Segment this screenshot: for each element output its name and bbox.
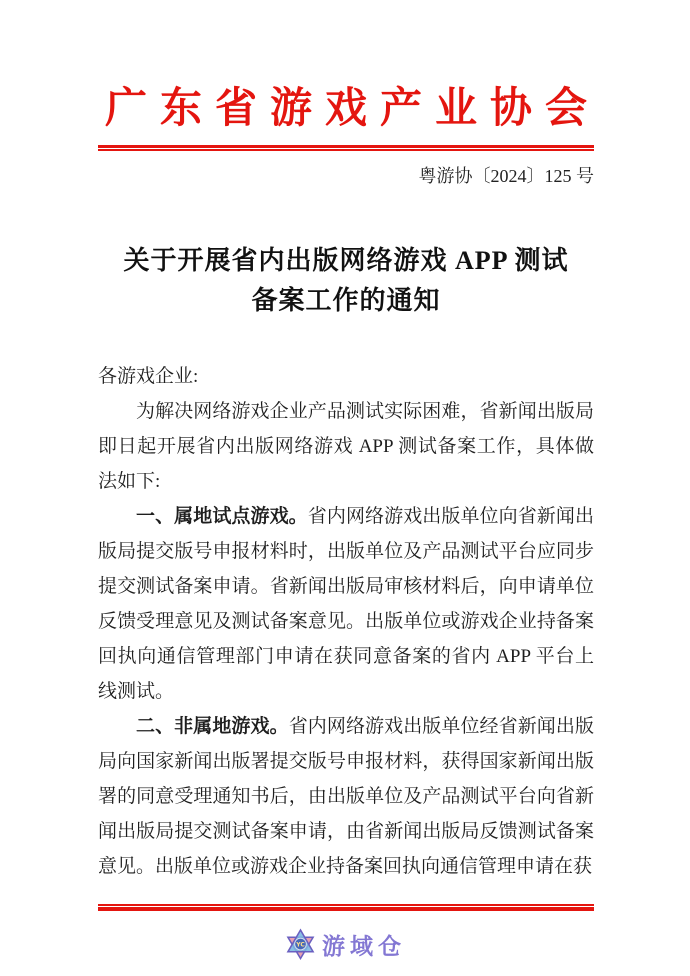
paragraph-item-1-lead: 一、属地试点游戏。 [136,506,308,527]
paragraph-item-2 [98,709,594,884]
document-number: 粤游协〔2024〕125 号 [418,166,594,186]
footer-divider [98,904,594,911]
paragraph-intro [98,394,594,499]
paragraph-intro-text: 为解决网络游戏企业产品测试实际困难，省新闻出版局即日起开展省内出版网络游戏 APP 测试备案工作，具体做法如下: [98,401,594,492]
paragraph-item-2-text: 省内网络游戏出版单位经省新闻出版局向国家新闻出版署提交版号申报材料，获得国家新闻出版署的同意受理通知书后，由出版单位及产品测试平台向省新闻出版局提交测试备案申请，由省新闻出版局反馈测试备案意见。出版单位或游戏企业持备案回执向通信管理申请在获 [98,716,594,877]
paragraph-item-1-text: 省内网络游戏出版单位向省新闻出版局提交版号申报材料时，出版单位及产品测试平台应同步提交测试备案申请。省新闻出版局审核材料后，向申请单位反馈受理意见及测试备案意见。出版单位或游戏企业持备案回执向通信管理部门申请在获同意备案的省内 APP 平台上线测试。 [98,506,594,702]
watermark-logo [98,928,594,961]
paragraph-item-1 [98,499,594,709]
logo-monogram: YC [296,941,305,949]
paragraph-item-2-lead: 二、非属地游戏。 [136,716,289,737]
hexagram-star-icon [286,928,315,961]
letterhead-org-name: 广东省游戏产业协会 [104,86,600,132]
letterhead-divider [98,145,594,151]
watermark-logo-text: 游域仓 [322,934,406,960]
notice-title-line2: 备案工作的通知 [251,286,441,315]
notice-title-line1: 关于开展省内出版网络游戏 APP 测试 [123,246,569,275]
salutation: 各游戏企业: [98,366,199,387]
notice-title [98,241,594,321]
notice-body [98,359,594,884]
